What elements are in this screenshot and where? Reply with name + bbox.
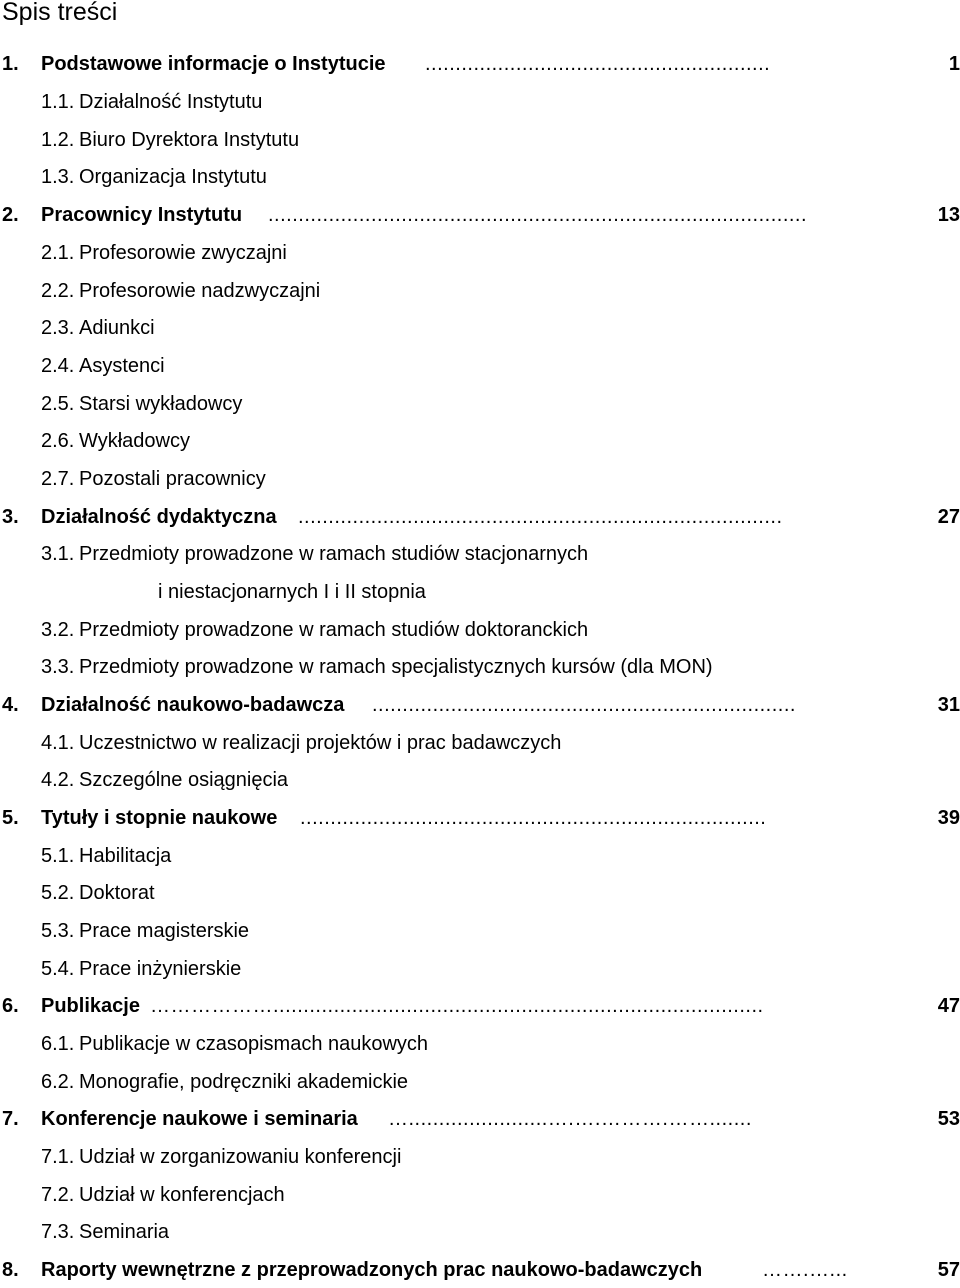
toc-entry-sub[interactable] [0,536,960,572]
toc-title: Asystenci [79,355,165,377]
toc-entry-sub[interactable] [0,348,960,384]
toc-title: Prace inżynierskie [79,958,242,980]
toc-page-number: 53 [937,1108,960,1130]
toc-entry-sub[interactable] [0,875,960,911]
toc-entry-main[interactable] [0,197,960,233]
toc-title: Przedmioty prowadzone w ramach studiów doktoranckich [79,619,589,641]
toc-number: 7. [2,1108,19,1130]
toc-title: Wykładowcy [79,430,190,452]
toc-title: Biuro Dyrektora Instytutu [79,129,300,151]
toc-entry-sub[interactable] [0,762,960,798]
toc-number: 7.2. [41,1184,75,1206]
toc-number: 2. [2,204,19,226]
toc-title: Przedmioty prowadzone w ramach specjalistycznych kursów (dla MON) [79,656,713,678]
toc-entry-main[interactable] [0,499,960,535]
toc-number: 2.5. [41,393,75,415]
toc-title: Udział w zorganizowaniu konferencji [79,1146,402,1168]
toc-entry-sub[interactable] [0,612,960,648]
toc-title: Pozostali pracownicy [79,468,266,490]
toc-page-number: 31 [937,694,960,716]
toc-number: 1.1. [41,91,75,113]
toc-entry-sub[interactable] [0,649,960,685]
toc-title: Szczególne osiągnięcia [79,769,289,791]
toc-title: Pracownicy Instytutu [41,204,243,226]
page-title: Spis treści [2,0,118,26]
toc-number: 3.2. [41,619,75,641]
toc-leader-dots: ...................................................................... [372,694,796,716]
toc-number: 2.6. [41,430,75,452]
toc-number: 3. [2,506,19,528]
toc-number: 3.3. [41,656,75,678]
toc-title-continuation: i niestacjonarnych I i II stopnia [158,581,426,603]
toc-title: Udział w konferencjach [79,1184,285,1206]
toc-title: Starsi wykładowcy [79,393,243,415]
toc-number: 5.3. [41,920,75,942]
toc-number: 5.2. [41,882,75,904]
toc-entry-main[interactable] [0,800,960,836]
toc-title: Publikacje w czasopismach naukowych [79,1033,429,1055]
toc-number: 2.7. [41,468,75,490]
toc-title: Konferencje naukowe i seminaria [41,1108,358,1130]
toc-title: Podstawowe informacje o Instytucie [41,53,386,75]
toc-title: Organizacja Instytutu [79,166,267,188]
toc-entry-sub[interactable] [0,725,960,761]
toc-entry-main[interactable] [0,46,960,82]
toc-leader-dots: ................................................................................ [298,506,783,528]
toc-number: 5.4. [41,958,75,980]
toc-entry-main[interactable] [0,687,960,723]
toc-page-number: 13 [937,204,960,226]
toc-number: 6. [2,995,19,1017]
toc-title: Publikacje [41,995,140,1017]
toc-entry-sub[interactable] [0,159,960,195]
toc-leader-dots: …….…... [762,1259,848,1281]
toc-entry-sub[interactable] [0,461,960,497]
toc-leader-dots: ………………................................................................................. [150,995,764,1017]
toc-number: 6.2. [41,1071,75,1093]
toc-leader-dots: ….......................….….……….……....... [388,1108,752,1130]
toc-entry-sub[interactable] [0,235,960,271]
toc-page-number: 47 [937,995,960,1017]
toc-number: 8. [2,1259,19,1281]
toc-entry-sub[interactable] [0,838,960,874]
toc-leader-dots: ............................................................................. [300,807,767,829]
toc-title: Monografie, podręczniki akademickie [79,1071,409,1093]
toc-title: Uczestnictwo w realizacji projektów i prac badawczych [79,732,562,754]
toc-entry-sub[interactable] [0,951,960,987]
toc-page-number: 39 [937,807,960,829]
toc-title: Działalność Instytutu [79,91,263,113]
toc-number: 2.1. [41,242,75,264]
toc-entry-sub[interactable] [0,423,960,459]
toc-leader-dots: ......................................................................................... [268,204,808,226]
toc-number: 1.2. [41,129,75,151]
toc-number: 4.2. [41,769,75,791]
toc-number: 4. [2,694,19,716]
toc-leader-dots: ......................................................... [425,53,771,75]
toc-entry-sub[interactable] [0,310,960,346]
toc-entry-main[interactable] [0,1101,960,1137]
toc-entry-sub[interactable] [0,1026,960,1062]
toc-number: 3.1. [41,543,75,565]
toc-entry-sub[interactable] [0,1214,960,1250]
toc-page-number: 27 [937,506,960,528]
toc-number: 2.4. [41,355,75,377]
toc-number: 1.3. [41,166,75,188]
toc-title: Habilitacja [79,845,172,867]
toc-title: Prace magisterskie [79,920,250,942]
toc-number: 4.1. [41,732,75,754]
toc-number: 7.1. [41,1146,75,1168]
toc-entry-continuation[interactable] [79,574,960,610]
toc-number: 2.2. [41,280,75,302]
toc-title: Tytuły i stopnie naukowe [41,807,278,829]
toc-number: 2.3. [41,317,75,339]
toc-title: Doktorat [79,882,155,904]
toc-page-number: 57 [937,1259,960,1281]
toc-entry-sub[interactable] [0,122,960,158]
toc-entry-sub[interactable] [0,273,960,309]
toc-title: Przedmioty prowadzone w ramach studiów stacjonarnych [79,543,589,565]
toc-number: 1. [2,53,19,75]
toc-entry-sub[interactable] [0,913,960,949]
toc-entry-sub[interactable] [0,386,960,422]
toc-page-number: 1 [948,53,960,75]
toc-entry-sub[interactable] [0,1177,960,1213]
toc-title: Raporty wewnętrzne z przeprowadzonych prac naukowo-badawczych [41,1259,703,1281]
toc-title: Profesorowie nadzwyczajni [79,280,321,302]
toc-number: 5. [2,807,19,829]
toc-title: Profesorowie zwyczajni [79,242,287,264]
toc-title: Seminaria [79,1221,170,1243]
toc-title: Działalność naukowo-badawcza [41,694,345,716]
toc-number: 6.1. [41,1033,75,1055]
toc-title: Adiunkci [79,317,155,339]
toc-entry-sub[interactable] [0,1139,960,1175]
toc-number: 7.3. [41,1221,75,1243]
toc-number: 5.1. [41,845,75,867]
toc-entry-main[interactable] [0,988,960,1024]
toc-entry-sub[interactable] [0,1064,960,1100]
toc-entry-sub[interactable] [0,84,960,120]
toc-title: Działalność dydaktyczna [41,506,277,528]
